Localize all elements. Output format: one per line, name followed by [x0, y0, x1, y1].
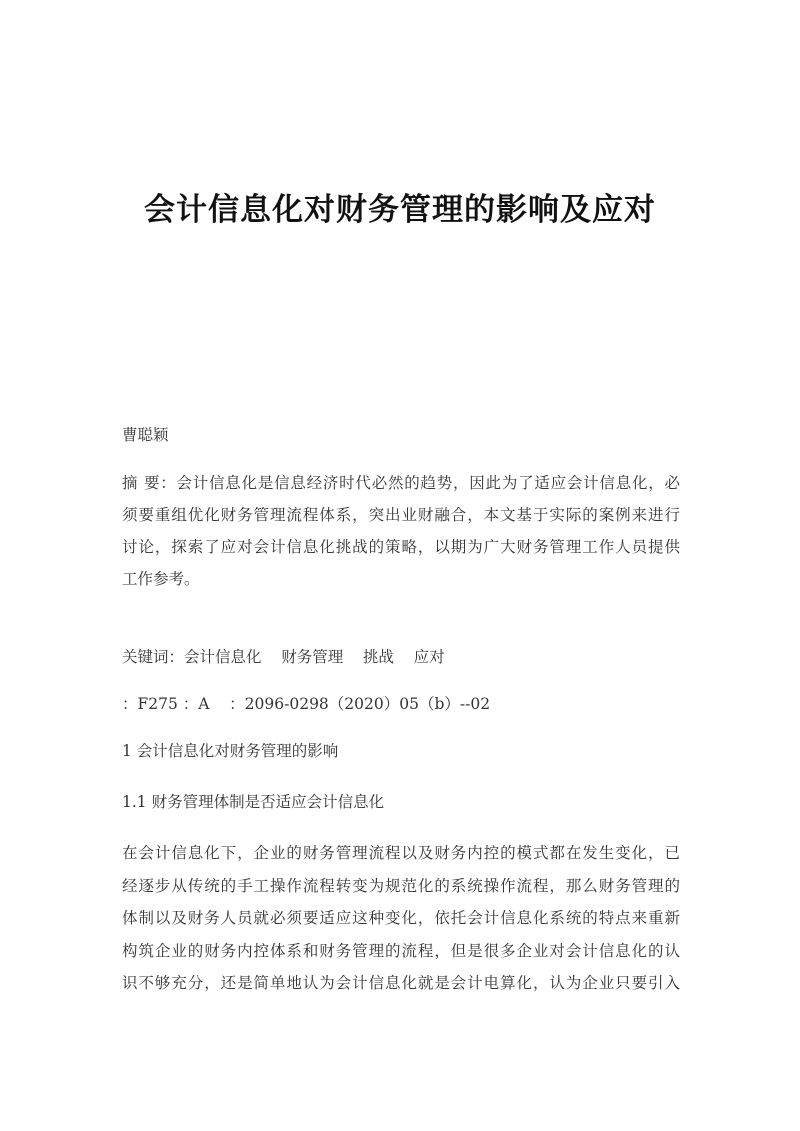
paragraph-line: 经逐步从传统的手工操作流程转变为规范化的系统操作流程，那么财务管理的: [122, 876, 680, 895]
abstract-line: 须要重组优化财务管理流程体系，突出业财融合，本文基于实际的案例来进行: [122, 506, 680, 524]
paragraph-line: 在会计信息化下，企业的财务管理流程以及财务内控的模式都在发生变化，已: [122, 844, 680, 862]
section-heading-1-1: 1.1 财务管理体制是否适应会计信息化: [122, 793, 385, 811]
abstract-line: 讨论，探索了应对会计信息化挑战的策略，以期为广大财务管理工作人员提供: [122, 538, 680, 556]
paragraph-line: 识不够充分，还是简单地认为会计信息化就是会计电算化，认为企业只要引入: [122, 974, 680, 993]
abstract-line: 摘 要：会计信息化是信息经济时代必然的趋势，因此为了适应会计信息化，必: [122, 474, 680, 492]
keywords: 关键词：会计信息化 财务管理 挑战 应对: [122, 648, 445, 666]
paragraph-line: 体制以及财务人员就必须要适应这种变化，依托会计信息化系统的特点来重新: [122, 909, 680, 928]
paper-title: 会计信息化对财务管理的影响及应对: [144, 192, 656, 228]
abstract-line: 工作参考。: [122, 570, 200, 588]
abstract: [122, 467, 680, 595]
author-name: 曹聪颖: [122, 426, 169, 444]
section-heading-1: 1 会计信息化对财务管理的影响: [122, 742, 339, 760]
paragraph-line: 构筑企业的财务内控体系和财务管理的流程，但是很多企业对会计信息化的认: [122, 941, 680, 960]
classification-info: ：F275 ：A ：2096-0298（2020）05（b）--02: [122, 695, 491, 713]
body-paragraph: [122, 837, 680, 1000]
